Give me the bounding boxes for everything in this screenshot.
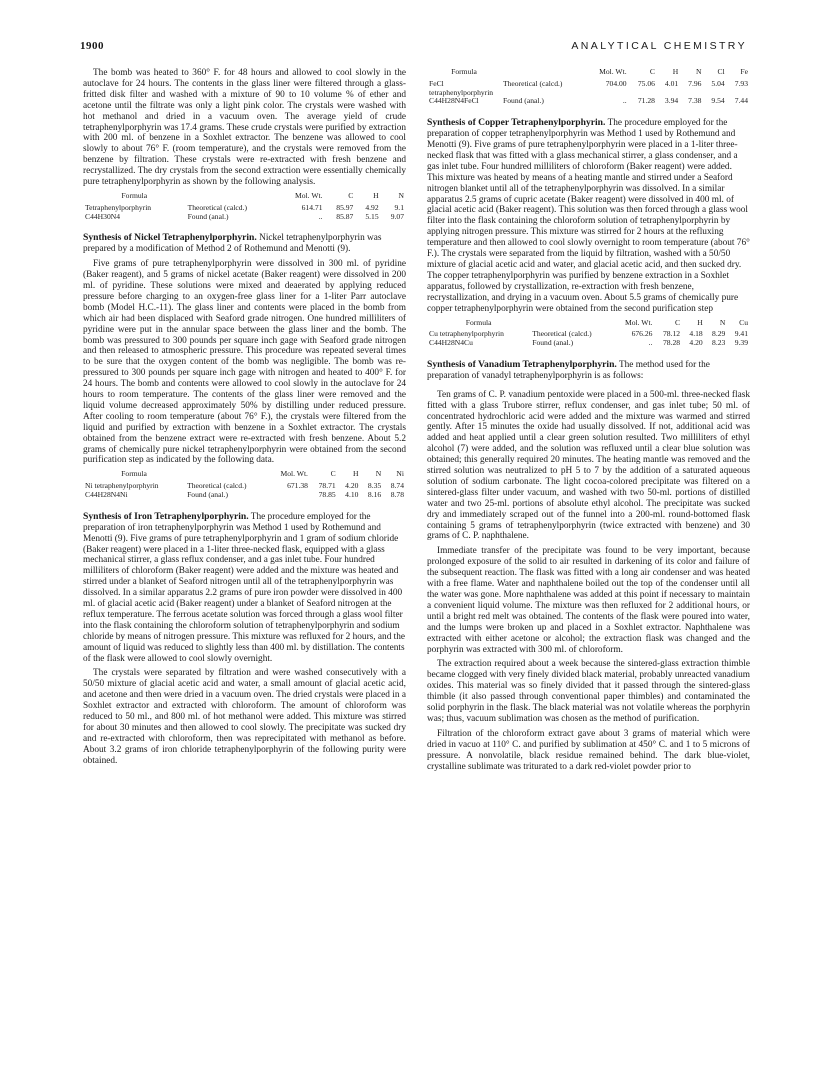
cell-value: ..	[318, 211, 323, 221]
left-column	[83, 68, 406, 771]
cell-compound: Cu tetraphenylporphyrin	[429, 329, 504, 339]
tpp-analysis-table	[83, 192, 406, 221]
cell-value: 4.10	[345, 489, 359, 499]
cell-value: 8.74	[390, 481, 404, 491]
th-n: N	[375, 469, 382, 479]
th-molwt: Mol. Wt.	[624, 317, 653, 327]
cell-value: 704.00	[605, 78, 627, 88]
page-header	[80, 40, 747, 54]
nickel-procedure: Five grams of pure tetraphenylporphyrin were dissolved in 300 ml. of pyridine (Baker reagent), and 5 grams of nickel acetate (Baker reagent) were dissolved in 200 ml. of pyridine. These solutions were mixed and deaerated by applying reduced pressure before charging to an oxygen-free glass liner for a 1-liter Parr autoclave bomb (Model H.C.-11). The glass liner and contents were placed in the bomb from which air had been displaced with Seaford grade nitrogen. One hundred milliliters of pyridine were put in the annular space between the glass liner and the bomb. The bomb was pressured to 300 pounds per square inch gage with Seaford grade nitrogen and then released to atmospheric pressure. This procedure was repeated several times to be sure that the oxygen content of the bomb was negligible. The bomb was re-pressured to 300 pounds per square inch gage with nitrogen and heated to 400° F. for 24 hours. The bomb and contents were allowed to cool slowly in the autoclave for 24 hours to room temperature. The contents of the glass liner were removed and the liquid volume decreased approximately 50% by distilling under reduced pressure. After cooling to room temperature (about 76° F.), the crystals were filtered from the liquid and purified by extraction with benzene in a Soxhlet extractor. The crystals obtained from the benzene extract were re-extracted with fresh benzene. About 5.2 grams of chemically pure nickel tetraphenylporphyrin were obtained from the second purification step as indicated by the following data.	[83, 259, 406, 466]
th-n: N	[695, 67, 702, 76]
th-n: N	[719, 317, 726, 327]
page-number: 1900	[80, 40, 104, 52]
cell-value: 9.54	[711, 96, 725, 106]
cell-kind: Theoretical (calcd.)	[503, 78, 563, 88]
vanadium-procedure: Ten grams of C. P. vanadium pentoxide were placed in a 500-ml. three-necked flask fitted with a glass Trubore stirrer, reflux condenser, and gas inlet tube; 50 ml. of concentrated hydrochloric acid were added and the mixture was warmed and stirred gently. After 15 minutes the oxide had usually dissolved. If not, additional acid was added and heat applied until a clear green solution resulted. Two milliliters of ethyl alcohol (7) were added, and the solution was refluxed until a clear blue solution was obtained; this generally required 20 minutes. The heating mantle was removed and the stirred solution was neutralized to pH 5 to 7 by the addition of a saturated aqueous solution of sodium carbonate. The light cocoa-colored precipitate was filtered on a sintered-glass filter under vacuum, and washed with two 50-ml. portions of distilled water and two 25-ml. portions of absolute ethyl alcohol. The precipitate was sucked dry and immediately scraped out of the funnel into a 200-ml. round-bottomed flask containing 5 grams of tetraphenylporphyrin (twice extracted with benzene) and 30 grams of C. P. naphthalene.	[427, 389, 750, 542]
journal-title: ANALYTICAL CHEMISTRY	[571, 40, 747, 52]
cell-value: 4.01	[664, 78, 679, 88]
fe-analysis-table	[427, 68, 750, 106]
th-formula: Formula	[121, 190, 148, 200]
cell-value: 3.94	[664, 96, 679, 106]
cell-compound: Ni tetraphenylporphyrin	[85, 481, 159, 491]
table-row	[427, 97, 750, 106]
cell-value: 8.23	[712, 338, 726, 348]
th-formula: Formula	[465, 317, 492, 327]
th-h: H	[352, 469, 359, 479]
th-c: C	[348, 190, 354, 200]
cell-kind: Theoretical (calcd.)	[187, 481, 247, 491]
cell-value: 8.35	[367, 481, 382, 491]
iron-heading: Synthesis of Iron Tetraphenylporphyrin.	[83, 510, 249, 522]
th-molwt: Mol. Wt.	[295, 190, 323, 200]
cell-kind: Theoretical (calcd.)	[532, 329, 592, 339]
vanadium-heading: Synthesis of Vanadium Tetraphenylporphyrin.	[427, 358, 617, 370]
th-cu: Cu	[739, 317, 748, 327]
cell-value: 78.28	[662, 338, 681, 348]
cell-value: 85.87	[336, 211, 354, 221]
cell-value: 78.12	[662, 329, 681, 339]
table-row	[83, 491, 406, 500]
nickel-heading: Synthesis of Nickel Tetraphenylporphyrin.	[83, 232, 257, 244]
cell-value: 5.15	[365, 211, 379, 221]
th-h: H	[672, 67, 679, 76]
cell-value: ..	[622, 96, 627, 106]
cell-compound: C44H30N4	[85, 211, 121, 221]
cell-value: 7.44	[734, 96, 748, 106]
cell-value: 8.78	[390, 489, 404, 499]
th-c: C	[649, 67, 655, 76]
table-row	[83, 213, 406, 222]
cell-value: 671.38	[287, 481, 308, 491]
th-formula: Formula	[451, 67, 477, 76]
copper-heading: Synthesis of Copper Tetraphenylporphyrin.	[427, 117, 606, 129]
cell-value: 8.29	[712, 329, 726, 339]
cell-value: 78.85	[318, 489, 336, 499]
cell-compound: C44H28N4FeCl	[429, 96, 479, 106]
cell-kind: Found (anal.)	[187, 211, 229, 221]
cell-value: 4.20	[689, 338, 703, 348]
cell-value: 4.92	[365, 202, 379, 212]
table-row	[427, 80, 750, 98]
th-n: N	[398, 190, 404, 200]
cell-kind: Found (anal.)	[187, 489, 228, 499]
cell-value: 614.71	[301, 202, 323, 212]
cell-value: 78.71	[318, 481, 336, 491]
cell-value: 7.38	[688, 96, 702, 106]
cell-value: 7.93	[734, 78, 748, 88]
cell-value: 676.26	[631, 329, 653, 339]
cell-value: 4.18	[689, 329, 703, 339]
cell-compound: C44H28N4Cu	[429, 338, 473, 348]
th-formula: Formula	[121, 469, 147, 479]
vanadium-filtration: Filtration of the chloroform extract gave about 3 grams of material which were dried in vacuo at 110° C. and purified by sublimation at 450° C. and 1 to 5 microns of pressure. A nonvolatile, black residue remained behind. The dark blue-violet, crystalline sublimate was triturated to a dark red-violet powder prior to	[427, 728, 750, 772]
cell-kind: Found (anal.)	[532, 338, 574, 348]
table-row	[83, 204, 406, 213]
th-cl: Cl	[717, 67, 725, 76]
cell-value: 9.1	[394, 202, 404, 212]
th-c: C	[674, 317, 681, 327]
ni-analysis-table	[83, 470, 406, 499]
th-molwt: Mol. Wt.	[599, 67, 627, 76]
cell-value	[269, 491, 310, 500]
cell-value: 4.20	[345, 481, 359, 491]
cell-compound: FeCl tetraphenylporphyrin	[429, 78, 494, 97]
th-h: H	[697, 317, 703, 327]
copper-procedure: The procedure employed for the preparation of copper tetraphenylporphyrin was Method 1 used by Rothemund and Menotti (9). Five grams of pure tetraphenylporphyrin were placed in a 1-liter three-necked flask that was fitted with a glass mechanical stirrer, a glass condenser, and a gas inlet tube. Four hundred milliliters of chloroform (Baker reagent) were added. This mixture was heated by means of a heating mantle and stirred under a Seaford nitrogen blanket until all of the tetraphenylporphyrin was dissolved. In a similar apparatus 2.5 grams of cupric acetate (Baker reagent) were dissolved in 400 ml. of glacial acetic acid (Baker reagent). This solution was then forced through a glass wool filter into the flask containing the chloroform solution of tetraphenylporphyrin by applying nitrogen pressure. This mixture was stirred for 2 hours at the refluxing temperature and then allowed to cool slowly overnight to room temperature (about 76° F.). The crystals were separated from the liquid by filtration, washed with a 50/50 mixture of glacial acetic acid and water, and glacial acetic acid, and then sucked dry. The copper tetraphenylporphyrin was purified by benzene extraction in a Soxhlet apparatus, followed by crystallization, re-extraction with fresh benzene, recrystallization, and drying in a vacuum oven. About 5.5 grams of chemically pure copper tetraphenylporphyrin were obtained from the second purification step	[427, 118, 750, 314]
cell-compound: Tetraphenylporphyrin	[85, 202, 152, 212]
nickel-intro: Nickel tetraphenylporphyrin was prepared by a modification of Method 2 of Rothemund and Menotti (9).	[83, 233, 382, 255]
right-column	[427, 68, 750, 777]
th-molwt: Mol. Wt.	[280, 469, 308, 479]
table-header-row	[427, 68, 750, 80]
vanadium-transfer: Immediate transfer of the precipitate was found to be very important, because prolonged exposure of the solid to air resulted in darkening of its color and failure of the subsequent reaction. The flask was fitted with a long air condenser and was heated with a free flame. Water and naphthalene boiled out the top of the condenser until all the water was gone. More naphthalene was added at this point if necessary to maintain a convenient liquid volume. The mixture was then refluxed for 2 additional hours, or until a bright red melt was obtained. The contents of the flask were poured into water, and the lumps were broken up and placed in a Soxhlet extractor. Naphthalene was extracted with either acetone or alcohol; the extraction flask was changed and the porphyrin was extracted with 300 ml. of chloroform.	[427, 546, 750, 655]
cell-value: 71.28	[637, 96, 655, 106]
cell-value: 9.39	[734, 338, 748, 348]
table-row	[427, 339, 750, 348]
th-ni: Ni	[396, 469, 404, 479]
vanadium-extraction: The extraction required about a week because the sintered-glass extraction thimble became clogged with very finely divided black material, probably unreacted vanadium oxides. This material was so finely divided that it passed through the sintered-glass thimble (it also passed through conventional paper thimbles) and contaminated the solid porphyrin in the flask. The black material was not volatile whereas the porphyrin was; thus, vacuum sublimation was chosen as the method of purification.	[427, 659, 750, 724]
cell-kind: Theoretical (calcd.)	[187, 202, 248, 212]
intro-paragraph: The bomb was heated to 360° F. for 48 hours and allowed to cool slowly in the autoclave for 24 hours. The contents in the glass liner were filtered through a glass-fritted disk filter and washed with a mixture of 90 to 10 volume % of ether and acetone until the filtrate was only a light pink color. The crystals were washed with hot methanol and dried in a vacuum oven. The average yield of crude tetraphenylporphyrin was 17.4 grams. These crude crystals were purified by extraction with 200 ml. of benzene in a Soxhlet extractor. The benzene was allowed to cool slowly to about 76° F. (room temperature), and the crystals were removed from the benzene by filtration. These crystals were re-extracted with fresh benzene and recrystallized. The dry crystals from the second extraction were essentially chemically pure tetraphenylporphyrin as shown by the following analysis.	[83, 68, 406, 188]
th-c: C	[330, 469, 336, 479]
cell-compound: C44H28N4Ni	[85, 489, 128, 499]
cu-analysis-table	[427, 319, 750, 348]
cell-value: ..	[648, 338, 653, 348]
cell-value: 7.96	[688, 78, 702, 88]
cell-value: 9.41	[734, 329, 748, 339]
cell-value: 85.97	[336, 202, 354, 212]
cell-value: 9.07	[390, 211, 404, 221]
table-header-row	[83, 192, 406, 204]
th-fe: Fe	[740, 67, 748, 76]
vanadium-intro: The method used for the preparation of vanadyl tetraphenylporphyrin is as follows:	[427, 359, 710, 381]
cell-kind: Found (anal.)	[503, 96, 544, 106]
th-blank	[186, 192, 279, 204]
th-h: H	[373, 190, 379, 200]
iron-purification: The crystals were separated by filtration and were washed consecutively with a 50/50 mixture of glacial acetic acid and water, a small amount of glacial acetic acid, and acetone and then were dried in a vacuum oven. The dried crystals were placed in a Soxhlet extractor and extracted with chloroform. The amount of chloroform was reduced to 50 ml., and 800 ml. of hot methanol were added. This mixture was stirred for about 30 minutes and then allowed to cool slowly. The precipitate was sucked dry and re-extracted with chloroform, then was reprecipitated with methanol as before. About 3.2 grams of iron chloride tetraphenylporphyrin of the following purity were obtained.	[83, 668, 406, 766]
iron-procedure: The procedure employed for the preparation of iron tetraphenylporphyrin was Method 1 used by Rothemund and Menotti (9). Five grams of pure tetraphenylporphyrin and 1 gram of sodium chloride (Baker reagent) were placed in a 1-liter three-necked flask, equipped with a glass mechanical stirrer, a glass reflux condenser, and a gas inlet tube. Four hundred milliliters of chloroform (Baker reagent) were added and the mixture was heated and stirred under a blanket of Seaford nitrogen until all of the tetraphenylporphyrin was dissolved. In a similar apparatus 2.2 grams of pure iron powder were dissolved in 400 ml. of glacial acetic acid (Baker reagent) under a blanket of Seaford nitrogen at the reflux temperature. The ferrous acetate solution was forced through a glass wool filter into the flask containing the chloroform solution of tetraphenylporphyrin and sodium chloride by means of nitrogen pressure. This mixture was refluxed for 2 hours, and the amount of liquid was reduced to slightly less than 400 ml. by distillation. The contents of the flask were allowed to cool slowly overnight.	[83, 511, 406, 664]
cell-value: 5.04	[711, 78, 725, 88]
cell-value: 75.06	[637, 78, 655, 88]
cell-value: 8.16	[367, 489, 382, 499]
